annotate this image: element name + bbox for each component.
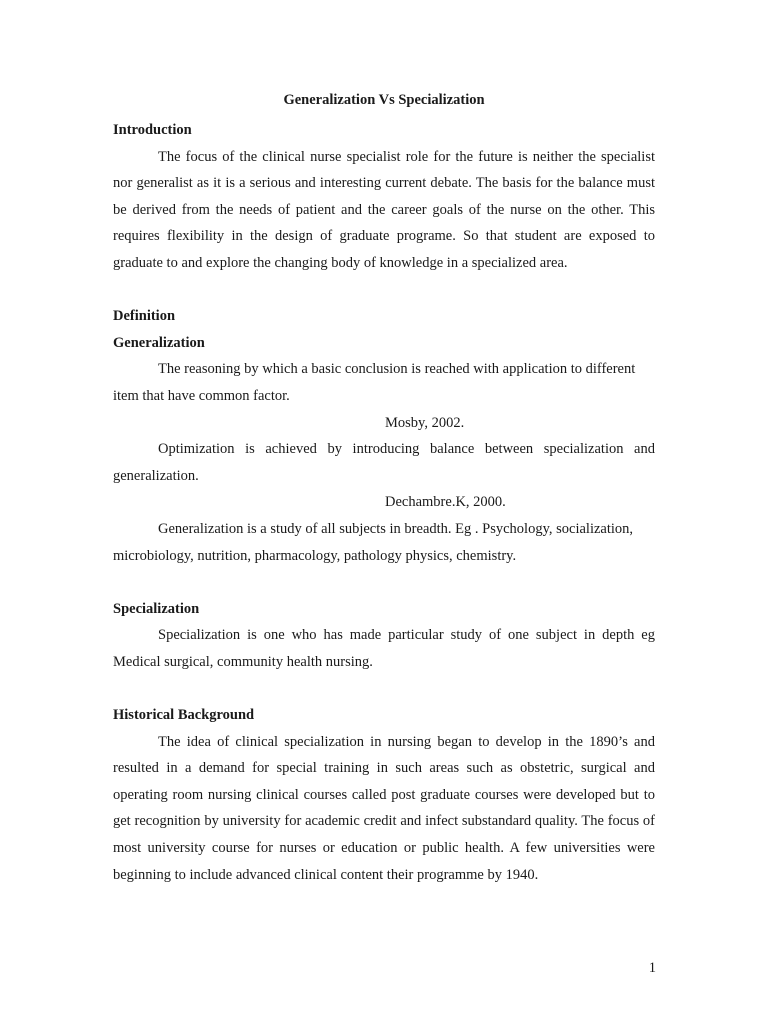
section-spacer [113,569,655,596]
generalization-paragraph-2: Optimization is achieved by introducing balance between specialization and generalization. [113,441,655,484]
document-body [113,117,655,888]
section-spacer [113,675,655,702]
specialization-heading: Specialization [113,600,200,617]
generalization-paragraph-1: The reasoning by which a basic conclusion is reached with application to different item that have common factor. [113,361,636,404]
introduction-paragraph: The focus of the clinical nurse specialist role for the future is neither the specialist nor generalist as it is a serious and interesting current debate. The basis for the balance must be derived from the needs of patient and the career goals of the nurse on the other. This requires flexibility in the design of graduate programe. So that student are exposed to graduate to and explore the changing body of knowledge in a specialized area. [113,148,655,271]
definition-heading: Definition [113,308,176,325]
introduction-heading: Introduction [113,122,192,138]
historical-background-paragraph: The idea of clinical specialization in nursing began to develop in the 1890’s and resulted in a demand for special training in such areas such as obstetric, surgical and operating room nursing clinical courses called post graduate courses were developed but to get recognition by university for academic credit and infect substandard quality. The focus of most university course for nurses or education or public health. A few universities were beginning to include advanced clinical content their programme by 1940. [113,733,655,883]
document-title: Generalization Vs Specialization [283,92,485,108]
specialization-paragraph: Specialization is one who has made particular study of one subject in depth eg Medical surgical, community health nursing. [113,627,655,670]
historical-background-heading: Historical Background [113,707,255,724]
generalization-heading: Generalization [113,334,205,351]
generalization-paragraph-3: Generalization is a study of all subjects in breadth. Eg . Psychology, socialization, microbiology, nutrition, pharmacology, pathology physics, chemistry. [113,520,634,564]
citation-mosby: Mosby, 2002. [385,414,465,431]
section-spacer [113,277,655,304]
citation-dechambre: Dechambre.K, 2000. [385,494,506,511]
page-number: 1 [648,960,656,976]
